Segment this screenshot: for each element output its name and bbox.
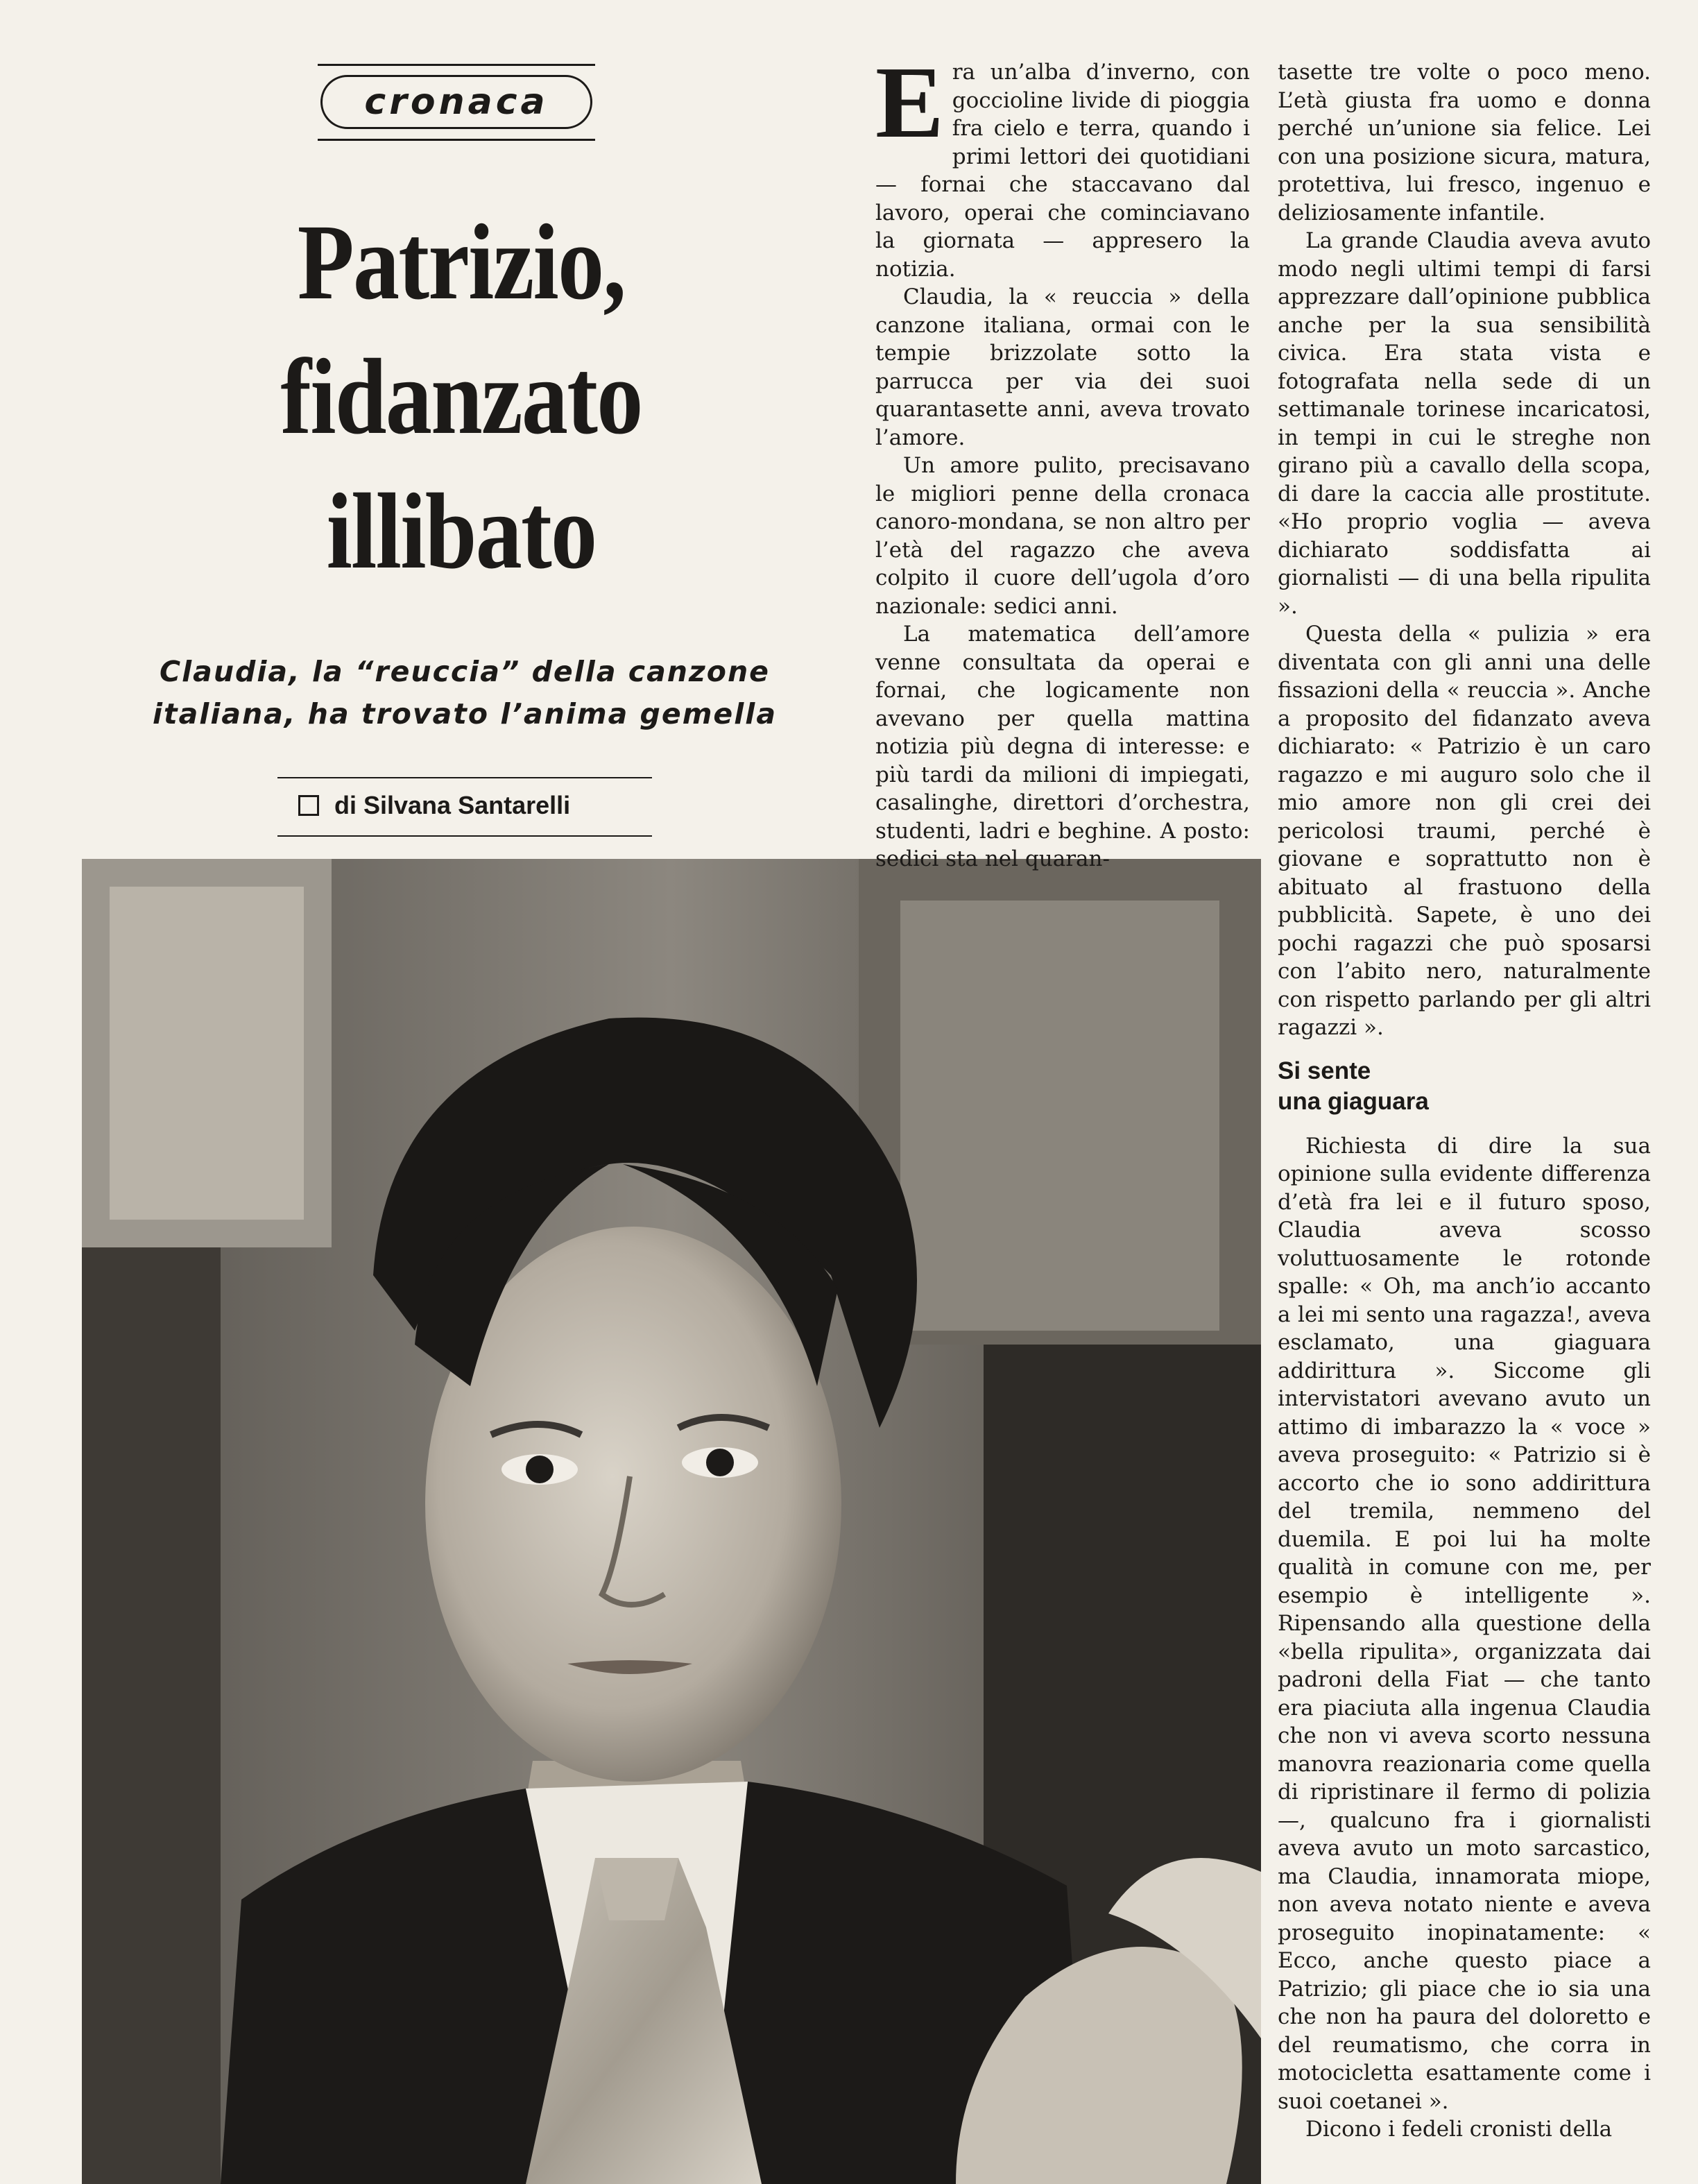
byline-author: di Silvana Santarelli <box>334 791 571 819</box>
subheading-line-1: Si sente <box>1278 1057 1371 1084</box>
column1-paragraph-1-text: ra un’alba d’inverno, con goccioline livide di pioggia fra cielo e terra, quando i primi lettori dei quotidiani — fornai che staccavano dal lavoro, operai che cominciavano la giornata — appresero la notizia. <box>875 60 1250 282</box>
byline-square-icon <box>298 795 319 816</box>
column2-paragraph-2: La grande Claudia aveva avuto modo negli ultimi tempi di farsi apprezzare dall’opinione pubblica anche per la sua sensibilità civica. Era stata vista e fotografata nella sede di un settimanale torinese incaricatosi, in tempi in cui le streghe non girano più a cavallo della scopa, di dare la caccia alle prostitute. «Ho proprio voglia — aveva dichiarato soddisfatta ai giornalisti — di una bella ripulita ». <box>1278 228 1651 619</box>
column2-paragraph-5: Dicono i fedeli cronisti della <box>1305 2117 1613 2142</box>
section-label: cronaca <box>320 75 592 129</box>
headline-line-1: Patrizio, <box>297 202 626 322</box>
headline-line-3: illibato <box>326 471 597 591</box>
subheading-line-2: una giaguara <box>1278 1087 1429 1115</box>
subtitle-line-2: italiana, ha trovato l’anima gemella <box>152 697 777 731</box>
headline-line-2: fidanzato <box>280 336 642 457</box>
column1-paragraph-4: La matematica dell’amore venne consultata da operai e fornai, che logicamente non avevano per quella mattina notizia più degna di interesse: e più tardi da milioni di impiegati, casalinghe, direttori d’orchestra, studenti, ladri e beghine. A posto: sedici sta nel quaran- <box>875 622 1250 871</box>
column2-paragraph-1: tasette tre volte o poco meno. L’età giusta fra uomo e donna perché un’unione sia felice. Lei con una posizione sicura, matura, protettiva, lui fresco, ingenuo e deliziosamente infantile. <box>1278 60 1651 225</box>
section-rule-bottom <box>318 139 595 141</box>
article-column-1 <box>875 46 1250 871</box>
column2-paragraph-4: Richiesta di dire la sua opinione sulla evidente differenza d’età fra lei e il futuro sposo, Claudia aveva scosso voluttuosamente le rotonde spalle: « Oh, ma anch’io accanto a lei mi sento una ragazza!, aveva esclamato, una giaguara addirittura ». Siccome gli intervistatori avevano avuto un attimo di imbarazzo la « voce » aveva proseguito: « Patrizio si è accorto che io sono addirittura del tremila, nemmeno del duemila. E poi lui ha molte qualità in comune con me, per esempio è intelligente ». Ripensando alla questione della «bella ripulita», organizzata dai padroni della Fiat — che tanto era piaciuta alla ingenua Claudia che non vi aveva scorto nessuna manovra reazionaria come quella di ripristinare il fermo di polizia —, qualcuno fra i giornalisti aveva avuto un moto sarcastico, ma Claudia, innamorata miope, non aveva notato niente e aveva proseguito inopinatamente: « Ecco, anche questo piace a Patrizio; gli piace che io sia una che non ha paura del doloretto e del reumatismo, che corra in motocicletta esattamente come i suoi coetanei ». <box>1278 1133 1651 2114</box>
article-subtitle <box>104 651 825 735</box>
article-headline <box>136 202 786 612</box>
section-subheading <box>1278 1056 1651 1117</box>
byline-rule-bottom <box>277 835 652 837</box>
drop-cap: E <box>875 46 944 160</box>
column2-paragraph-3: Questa della « pulizia » era diventata con gli anni una delle fissazioni della « reuccia ». Anche a proposito del fidanzato aveva dichiarato: « Patrizio è un caro ragazzo e mi auguro solo che il mio amore non gli crei dei pericolosi traumi, perché è giovane e soprattutto non è abituato al frastuono della pubblicità. Sapete, è uno dei pochi ragazzi che può sposarsi con l’abito nero, naturalmente con rispetto parlando per gli altri ragazzi ». <box>1278 622 1651 1040</box>
column1-paragraph-1 <box>875 46 1250 283</box>
article-photo <box>82 859 1261 2184</box>
byline-rule-top <box>277 777 652 778</box>
column1-paragraph-2: Claudia, la « reuccia » della canzone italiana, ormai con le tempie brizzolate sotto la parrucca per via dei suoi quarantasette anni, aveva trovato l’amore. <box>875 284 1250 450</box>
section-rule-top <box>318 64 595 66</box>
byline <box>298 791 631 820</box>
photo-illustration <box>82 859 1261 2184</box>
subtitle-line-1: Claudia, la “reuccia” della canzone <box>160 655 770 688</box>
article-column-2 <box>1278 58 1651 2167</box>
column1-paragraph-3: Un amore pulito, precisavano le migliori penne della cronaca canoro-mondana, se non altro per l’età del ragazzo che aveva colpito il cuore dell’ugola d’oro nazionale: sedici anni. <box>875 453 1250 619</box>
